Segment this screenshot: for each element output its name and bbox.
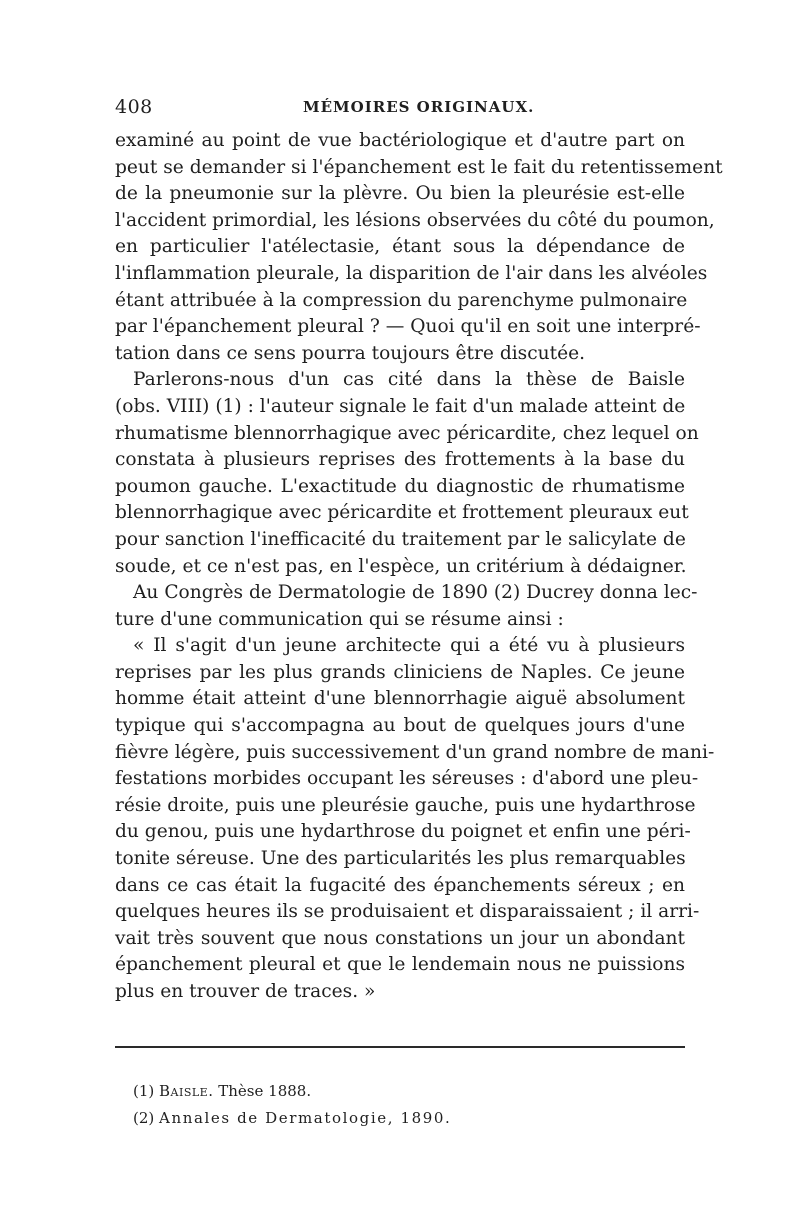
text-line: festations morbides occupant les séreuses : d'abord une pleu- [115,768,699,790]
running-head [115,92,685,124]
footnote-text: Thèse 1888. [218,1081,312,1100]
text-line: (obs. VIII) (1) : l'auteur signale le fait d'un malade atteint de [115,395,686,417]
footnotes [115,1078,685,1132]
text-line: plus en trouver de traces. » [115,981,376,1002]
footnote-1 [133,1078,685,1105]
text-line: poumon gauche. L'exactitude du diagnostic de rhumatisme [115,475,685,497]
text-line: l'inflammation pleurale, la disparition de l'air dans les alvéoles [115,262,708,284]
text-line: constata à plusieurs reprises des frottements à la base du [115,449,685,471]
text-line: vait très souvent que nous constations un jour un abondant [115,927,685,949]
text-line: Au Congrès de Dermatologie de 1890 (2) Ducrey donna lec- [133,582,698,604]
text-line: peut se demander si l'épanchement est le fait du retentissement [115,156,723,178]
body-text [115,128,723,1006]
text-line: fièvre légère, puis successivement d'un grand nombre de mani- [115,741,715,763]
footnote-2 [133,1105,685,1132]
paragraph-4-quotation [115,633,715,1005]
text-line: ture d'une communication qui se résume ainsi : [115,608,564,630]
running-title: MÉMOIRES ORIGINAUX. [303,98,535,116]
footnote-mark: (2) [133,1108,155,1127]
text-line: soude, et ce n'est pas, en l'espèce, un critérium à dédaigner. [115,555,687,577]
page [115,92,723,1132]
text-line: pour sanction l'inefficacité du traitement par le salicylate de [115,528,686,550]
text-line: examiné au point de vue bactériologique et d'autre part on [115,130,685,151]
text-line: rhumatisme blennorrhagique avec péricardite, chez lequel on [115,422,699,444]
text-line: du genou, puis une hydarthrose du poignet et enfin une péri- [115,821,691,843]
footnote-author: Baisle. [159,1081,214,1100]
text-line: de la pneumonie sur la plèvre. Ou bien la pleurésie est-elle [115,183,685,205]
text-line: blennorrhagique avec péricardite et frottement pleuraux eut [115,502,689,524]
text-line: étant attribuée à la compression du parenchyme pulmonaire [115,289,688,311]
footnote-text: Annales de Dermatologie, 1890. [159,1108,452,1127]
text-line: homme était atteint d'une blennorrhagie aiguë absolument [115,688,685,710]
footnote-separator [115,1046,685,1048]
text-line: en particulier l'atélectasie, étant sous la dépendance de [115,236,685,258]
text-line: « Il s'agit d'un jeune architecte qui a été vu à plusieurs [133,635,685,657]
paragraph-1 [115,128,723,367]
text-line: typique qui s'accompagna au bout de quelques jours d'une [115,715,685,737]
footnote-mark: (1) [133,1081,155,1100]
paragraph-2 [115,367,699,580]
text-line: résie droite, puis une pleurésie gauche, puis une hydarthrose [115,794,696,816]
text-line: tation dans ce sens pourra toujours être discutée. [115,342,585,364]
text-line: tonite séreuse. Une des particularités les plus remarquables [115,848,686,870]
page-number: 408 [115,96,153,118]
text-line: reprises par les plus grands cliniciens de Naples. Ce jeune [115,661,685,683]
text-line: Parlerons-nous d'un cas cité dans la thèse de Baisle [133,369,685,391]
text-line: par l'épanchement pleural ? — Quoi qu'il en soit une interpré- [115,316,701,338]
text-line: l'accident primordial, les lésions observées du côté du poumon, [115,209,715,231]
text-line: épanchement pleural et que le lendemain nous ne puissions [115,954,685,976]
text-line: dans ce cas était la fugacité des épanchements séreux ; en [115,874,685,896]
text-line: quelques heures ils se produisaient et disparaissaient ; il arri- [115,901,700,923]
paragraph-3 [115,580,698,633]
